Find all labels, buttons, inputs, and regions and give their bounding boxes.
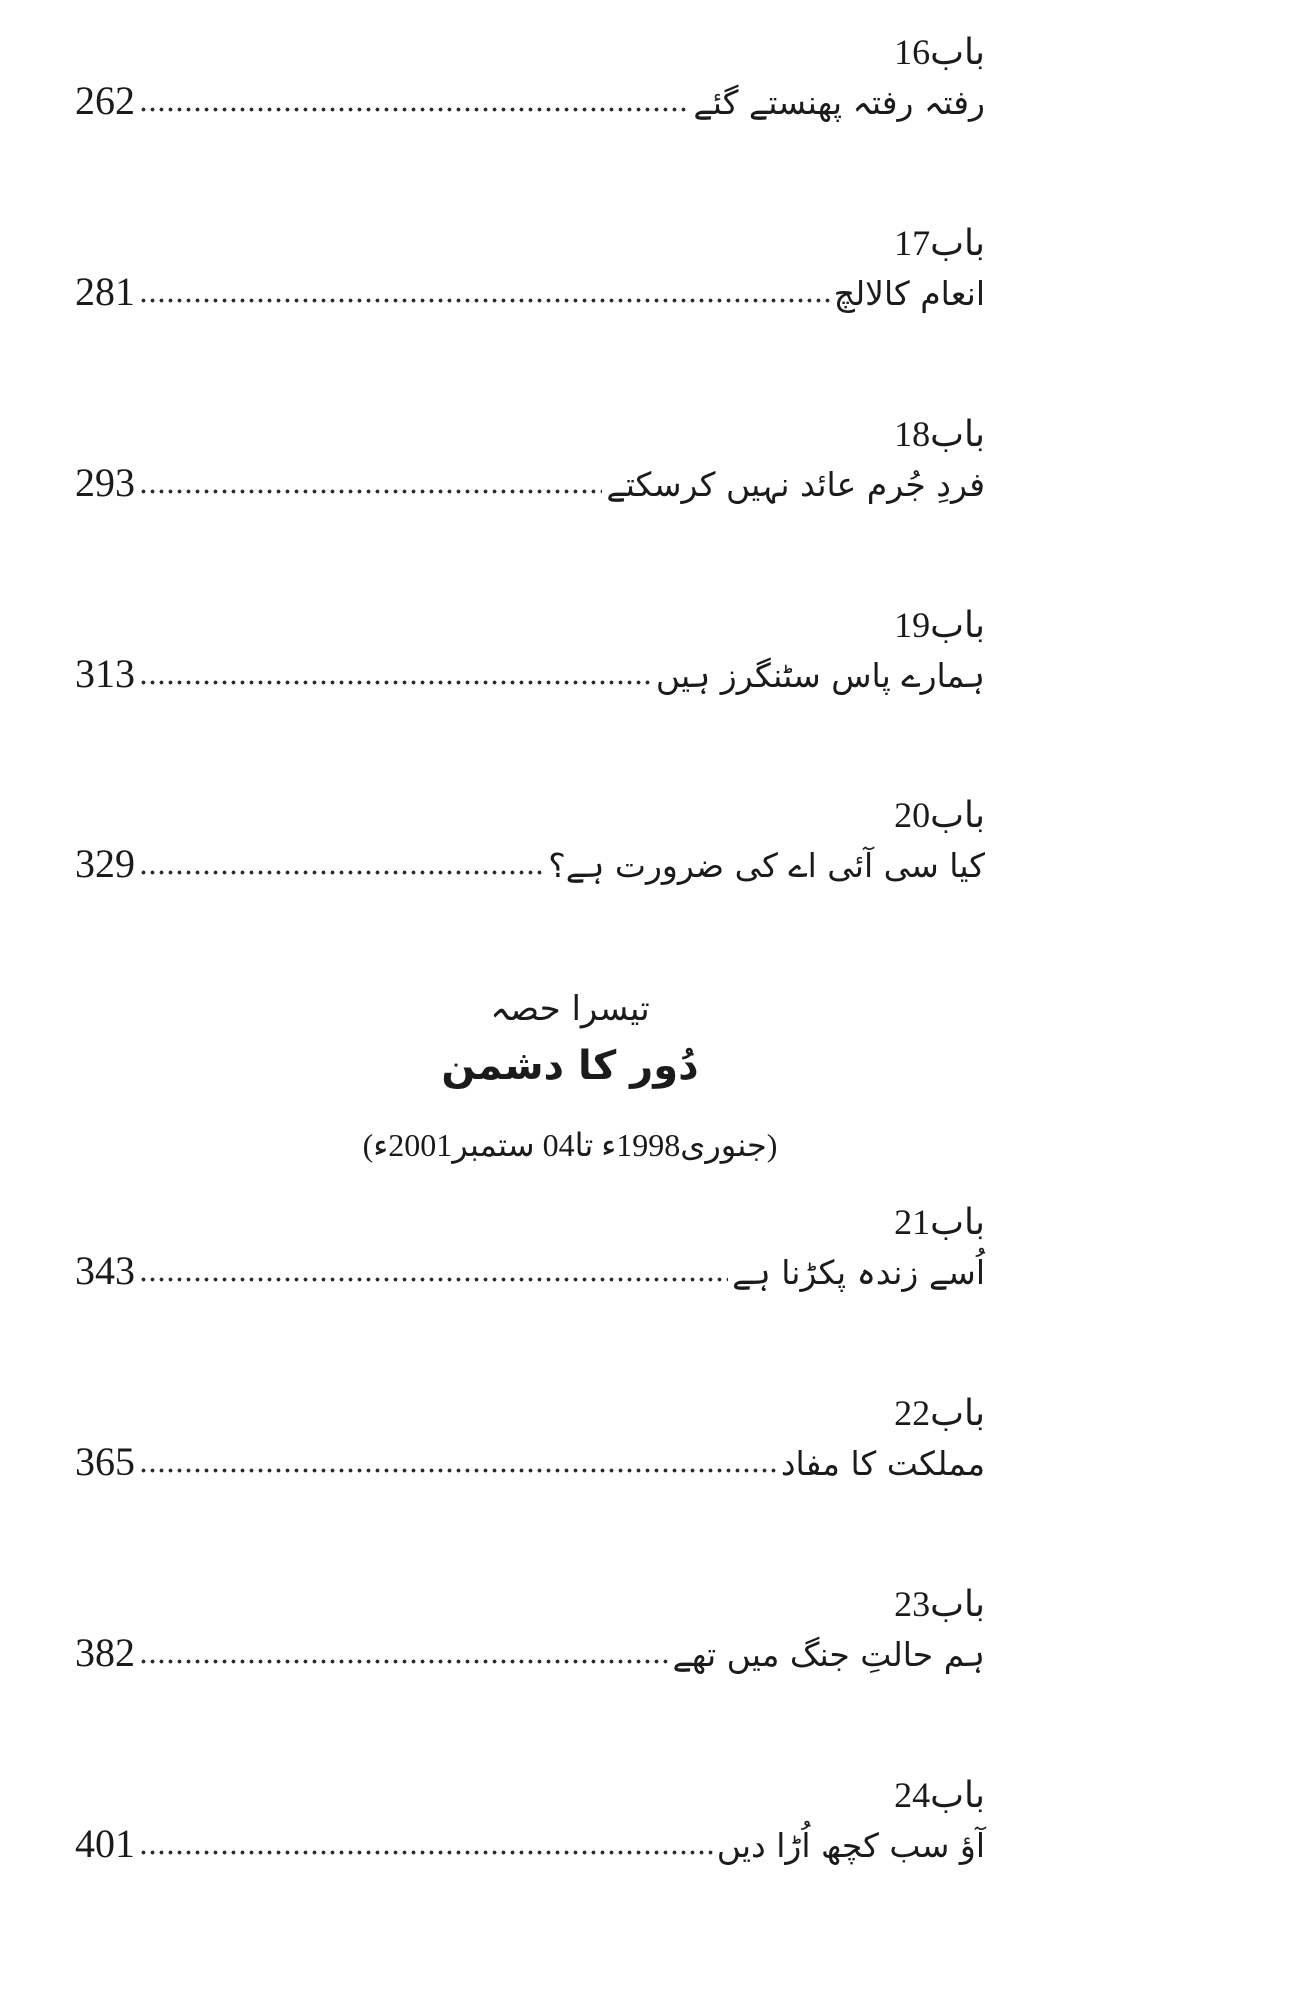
toc-entry-chapter-16 <box>75 30 985 127</box>
toc-entry-chapter-20 <box>75 793 985 890</box>
toc-page <box>75 0 985 1869</box>
dot-leader <box>139 105 689 114</box>
page-number: 365 <box>75 1438 135 1484</box>
dot-leader <box>139 678 652 687</box>
part-label: تیسرا حصہ <box>490 989 650 1030</box>
dot-leader <box>139 868 544 877</box>
dot-leader <box>139 1657 668 1666</box>
page-number: 262 <box>75 78 135 123</box>
chapter-title: انعام کالالچ <box>833 273 985 313</box>
page-number: 401 <box>75 1820 135 1866</box>
part-title: دُور کا دشمن <box>441 1043 699 1090</box>
toc-entry-row <box>75 1249 985 1297</box>
toc-entry-chapter-22 <box>75 1391 985 1488</box>
chapter-number-label: باب22 <box>894 1392 985 1433</box>
toc-entry-chapter-17 <box>75 221 985 318</box>
chapter-number-label: باب23 <box>894 1583 985 1624</box>
page-number: 313 <box>75 650 135 696</box>
part-section-header <box>115 984 1025 1168</box>
chapter-number-label: باب21 <box>894 1202 985 1243</box>
chapter-number-label: باب20 <box>894 795 985 836</box>
toc-entry-chapter-23 <box>75 1582 985 1679</box>
chapter-title: کیا سی آئی اے کی ضرورت ہے؟ <box>548 846 985 886</box>
toc-entry-row <box>75 79 985 127</box>
dot-leader <box>139 487 602 496</box>
dot-leader <box>139 1466 777 1475</box>
page-number: 329 <box>75 841 135 887</box>
chapter-number-label: باب24 <box>894 1774 985 1815</box>
toc-entry-row <box>75 1822 985 1870</box>
toc-entry-row <box>75 270 985 318</box>
chapter-number-label: باب17 <box>894 222 985 263</box>
page-number: 343 <box>75 1248 135 1294</box>
toc-entry-chapter-19 <box>75 603 985 700</box>
toc-entry-row <box>75 652 985 700</box>
chapter-title: رفتہ رفتہ پھنستے گئے <box>693 83 985 122</box>
toc-entry-chapter-24 <box>75 1773 985 1870</box>
chapter-title: مملکت کا مفاد <box>780 1443 985 1483</box>
chapter-title: اُسے زندہ پکڑنا ہے <box>732 1253 985 1293</box>
page-number: 281 <box>75 268 135 314</box>
toc-entry-row <box>75 1631 985 1679</box>
part-date-range: (جنوری1998ء تا04 ستمبر2001ء) <box>362 1127 778 1164</box>
chapter-title: آؤ سب کچھ اُڑا دیں <box>716 1825 985 1865</box>
dot-leader <box>139 296 830 305</box>
toc-entry-chapter-21 <box>75 1200 985 1297</box>
dot-leader <box>139 1275 728 1284</box>
page-number: 382 <box>75 1629 135 1675</box>
chapter-number-label: باب18 <box>894 413 985 454</box>
chapter-title: ہمارے پاس سٹنگرز ہیں <box>655 655 985 695</box>
chapter-title: ہم حالتِ جنگ میں تھے <box>672 1634 985 1674</box>
toc-entry-row <box>75 1440 985 1488</box>
dot-leader <box>139 1848 713 1857</box>
toc-entry-row <box>75 842 985 890</box>
chapter-number-label: باب19 <box>894 604 985 645</box>
chapter-title: فردِ جُرم عائد نہیں کرسکتے <box>606 464 985 504</box>
chapter-number-label: باب16 <box>894 32 985 72</box>
toc-entry-row <box>75 461 985 509</box>
toc-entry-chapter-18 <box>75 412 985 509</box>
page-number: 293 <box>75 459 135 505</box>
